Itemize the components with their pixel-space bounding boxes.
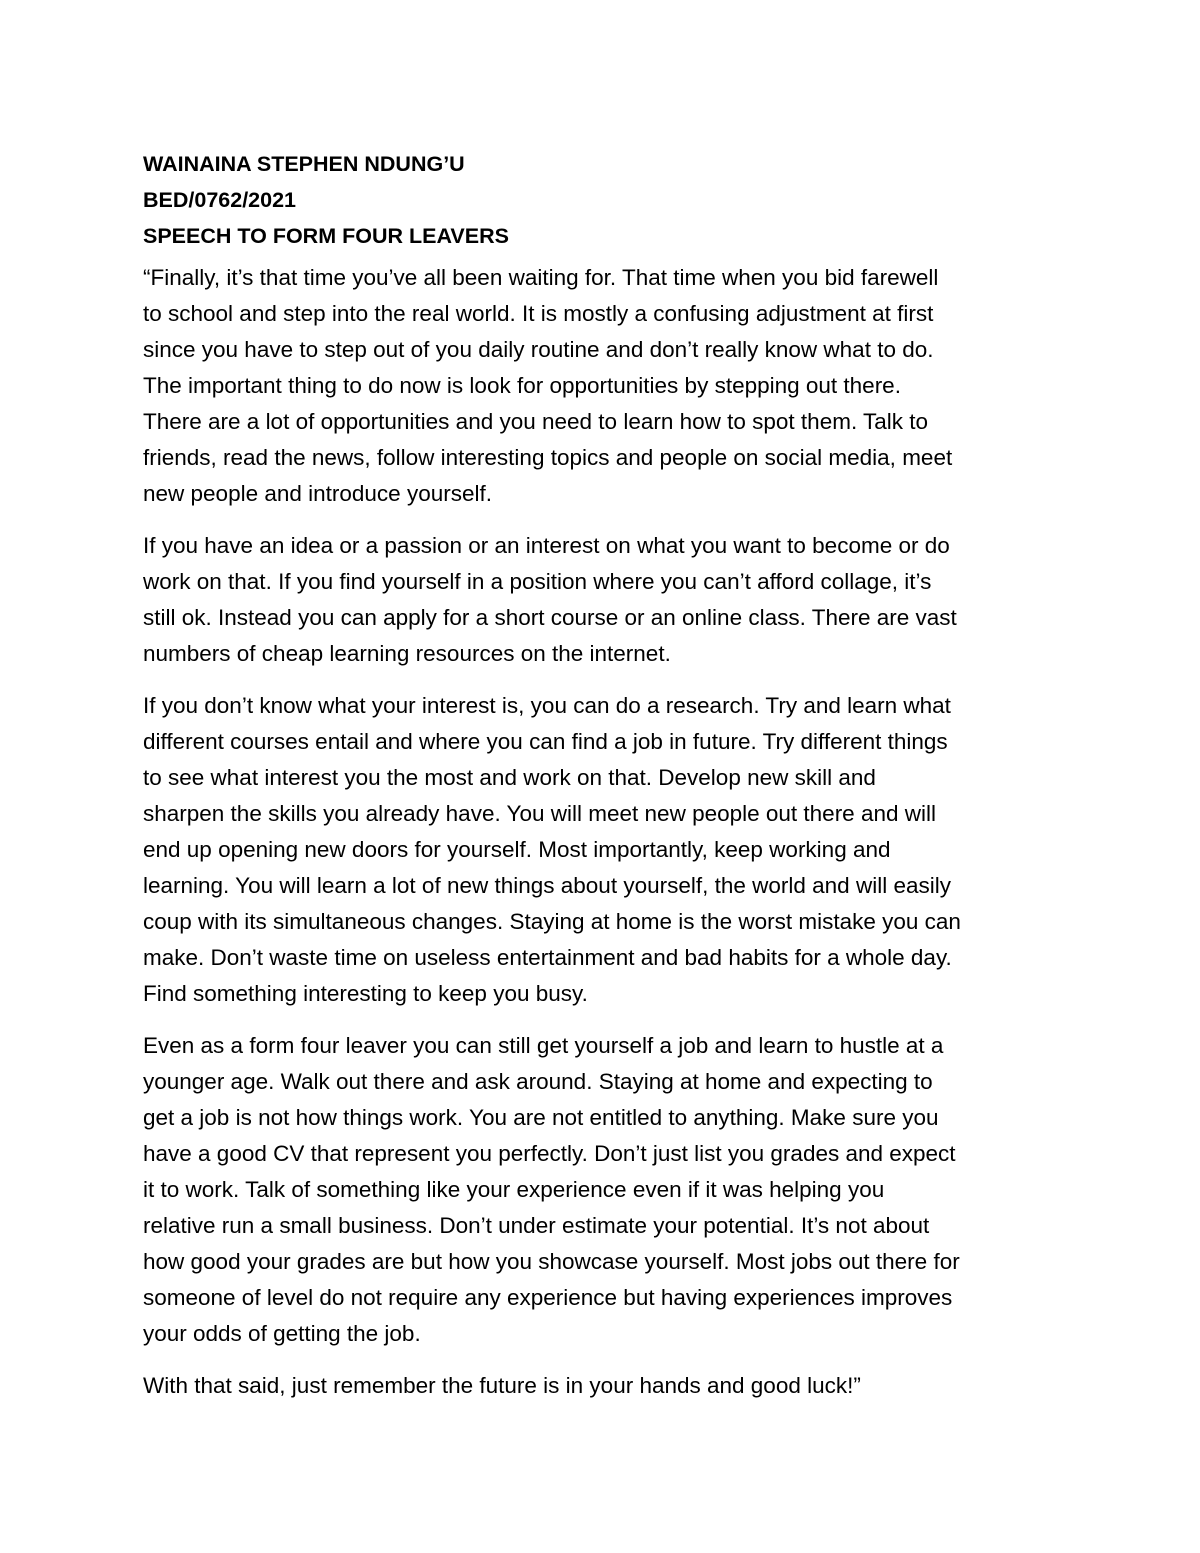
text-line: sharpen the skills you already have. You will meet new people out there and will bbox=[143, 801, 936, 826]
text-line: it to work. Talk of something like your experience even if it was helping you bbox=[143, 1177, 885, 1202]
text-line: since you have to step out of you daily routine and don’t really know what to do. bbox=[143, 337, 934, 362]
document-header bbox=[143, 146, 1068, 254]
author-name: WAINAINA STEPHEN NDUNG’U bbox=[143, 152, 465, 176]
text-line: The important thing to do now is look for opportunities by stepping out there. bbox=[143, 373, 901, 398]
text-line: your odds of getting the job. bbox=[143, 1321, 421, 1346]
registration-number: BED/0762/2021 bbox=[143, 188, 296, 212]
text-line: If you don’t know what your interest is, you can do a research. Try and learn what bbox=[143, 693, 951, 718]
speech-paragraph-4 bbox=[143, 1028, 1068, 1352]
text-line: new people and introduce yourself. bbox=[143, 481, 492, 506]
text-line: If you have an idea or a passion or an interest on what you want to become or do bbox=[143, 533, 950, 558]
text-line: different courses entail and where you can find a job in future. Try different things bbox=[143, 729, 948, 754]
text-line: numbers of cheap learning resources on the internet. bbox=[143, 641, 671, 666]
text-line: to see what interest you the most and work on that. Develop new skill and bbox=[143, 765, 876, 790]
text-line: learning. You will learn a lot of new things about yourself, the world and will easily bbox=[143, 873, 951, 898]
text-line: someone of level do not require any experience but having experiences improves bbox=[143, 1285, 953, 1310]
speech-paragraph-1 bbox=[143, 260, 1068, 512]
text-line: Find something interesting to keep you busy. bbox=[143, 981, 588, 1006]
document-title: SPEECH TO FORM FOUR LEAVERS bbox=[143, 224, 509, 248]
text-line: have a good CV that represent you perfectly. Don’t just list you grades and expect bbox=[143, 1141, 956, 1166]
text-line: work on that. If you find yourself in a position where you can’t afford collage, it’s bbox=[143, 569, 932, 594]
speech-paragraph-3 bbox=[143, 688, 1068, 1012]
text-line: to school and step into the real world. It is mostly a confusing adjustment at first bbox=[143, 301, 934, 326]
text-line: younger age. Walk out there and ask around. Staying at home and expecting to bbox=[143, 1069, 933, 1094]
text-line: With that said, just remember the future is in your hands and good luck!” bbox=[143, 1373, 861, 1398]
text-line: relative run a small business. Don’t under estimate your potential. It’s not about bbox=[143, 1213, 930, 1238]
text-line: “Finally, it’s that time you’ve all been waiting for. That time when you bid farewell bbox=[143, 265, 939, 290]
text-line: coup with its simultaneous changes. Staying at home is the worst mistake you can bbox=[143, 909, 961, 934]
text-line: friends, read the news, follow interesting topics and people on social media, meet bbox=[143, 445, 953, 470]
text-line: make. Don’t waste time on useless entertainment and bad habits for a whole day. bbox=[143, 945, 952, 970]
speech-paragraph-2 bbox=[143, 528, 1068, 672]
text-line: get a job is not how things work. You are not entitled to anything. Make sure you bbox=[143, 1105, 939, 1130]
text-line: There are a lot of opportunities and you need to learn how to spot them. Talk to bbox=[143, 409, 929, 434]
text-line: end up opening new doors for yourself. Most importantly, keep working and bbox=[143, 837, 891, 862]
document-body bbox=[143, 146, 1068, 1420]
text-line: still ok. Instead you can apply for a short course or an online class. There are vast bbox=[143, 605, 957, 630]
speech-paragraph-5 bbox=[143, 1368, 1068, 1404]
text-line: Even as a form four leaver you can still get yourself a job and learn to hustle at a bbox=[143, 1033, 944, 1058]
speech-text bbox=[143, 260, 1068, 1404]
text-line: how good your grades are but how you showcase yourself. Most jobs out there for bbox=[143, 1249, 960, 1274]
